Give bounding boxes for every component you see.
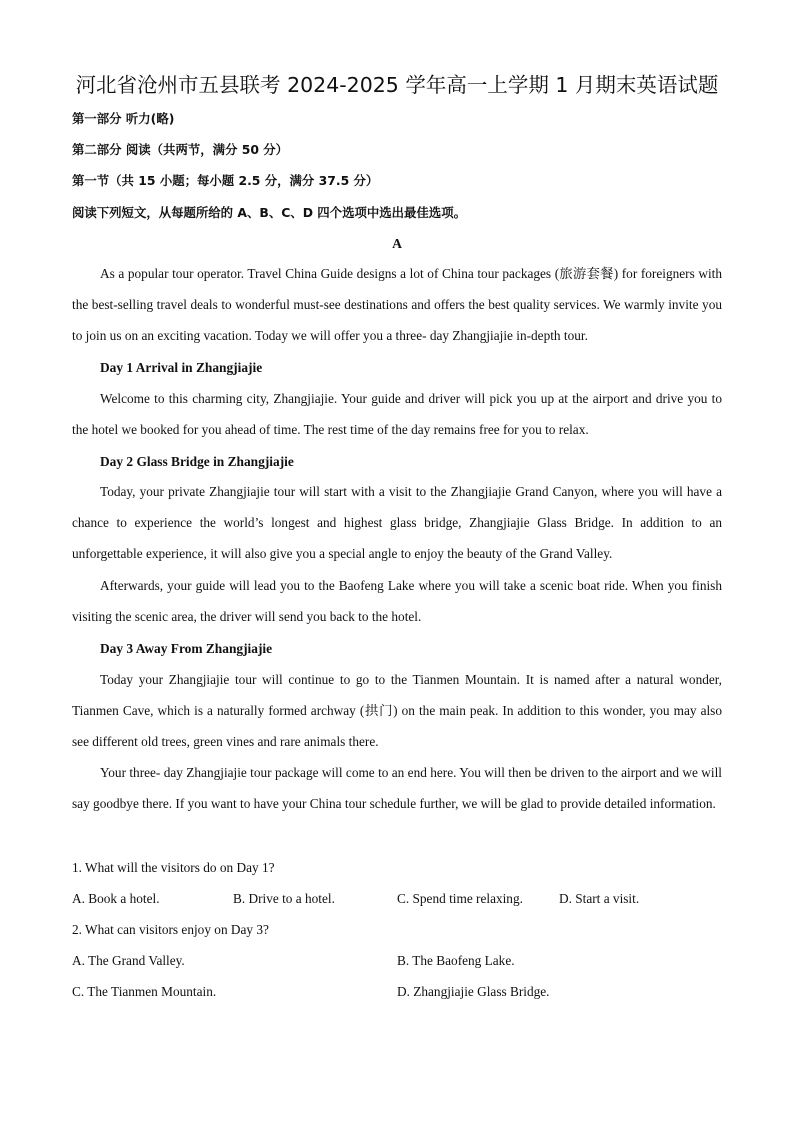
part1-header: 第一部分 听力(略) bbox=[72, 111, 175, 126]
q2-option-d: D. Zhangjiajie Glass Bridge. bbox=[397, 984, 550, 999]
q2-option-c: C. The Tianmen Mountain. bbox=[72, 984, 217, 999]
q2-option-b: B. The Baofeng Lake. bbox=[397, 953, 515, 968]
q1-option-b: B. Drive to a hotel. bbox=[233, 891, 335, 906]
day3-text-1: Today your Zhangjiajie tour will continue to go to the Tianmen Mountain. It is named after a natural wonder, Tianmen Cave, which is a naturally formed archway (拱门) on the main peak. In addition to this wonder, you may also see different old trees, green vines and rare animals there. bbox=[72, 672, 722, 750]
day1-text: Welcome to this charming city, Zhangjiajie. Your guide and driver will pick you up at the airport and drive you to the hotel we booked for you ahead of time. The rest time of the day remains free for you to relax. bbox=[72, 391, 722, 438]
q1-option-d: D. Start a visit. bbox=[559, 891, 640, 906]
part2-header: 第二部分 阅读（共两节，满分 50 分） bbox=[72, 142, 289, 157]
q1-option-c: C. Spend time relaxing. bbox=[397, 891, 523, 906]
q2-option-a: A. The Grand Valley. bbox=[72, 953, 185, 968]
day3-text-2: Your three- day Zhangjiajie tour package will come to an end here. You will then be driven to the airport and we will say goodbye there. If you want to have your China tour schedule further, we will be glad to provide detailed information. bbox=[72, 765, 722, 812]
day1-heading: Day 1 Arrival in Zhangjiajie bbox=[100, 360, 263, 375]
day2-text-2: Afterwards, your guide will lead you to the Baofeng Lake where you will take a scenic boat ride. When you finish visiting the scenic area, the driver will send you back to the hotel. bbox=[72, 578, 722, 625]
question-1-stem: 1. What will the visitors do on Day 1? bbox=[72, 860, 275, 875]
question-2-stem: 2. What can visitors enjoy on Day 3? bbox=[72, 922, 269, 937]
passage-letter: A bbox=[392, 236, 402, 251]
q1-option-a: A. Book a hotel. bbox=[72, 891, 160, 906]
page-title: 河北省沧州市五县联考 2024-2025 学年高一上学期 1 月期末英语试题 bbox=[75, 73, 719, 97]
day2-text-1: Today, your private Zhangjiajie tour will start with a visit to the Zhangjiajie Grand Canyon, where you will have a chance to experience the world’s longest and highest glass bridge, Zhangjiajie Glass Bridge. In addition to an unforgettable experience, it will also give you a special angle to enjoy the beauty of the Grand Valley. bbox=[72, 484, 722, 562]
day2-heading: Day 2 Glass Bridge in Zhangjiajie bbox=[100, 454, 294, 469]
day3-heading: Day 3 Away From Zhangjiajie bbox=[100, 641, 273, 656]
instruction-text: 阅读下列短文，从每题所给的 A、B、C、D 四个选项中选出最佳选项。 bbox=[72, 205, 466, 220]
section1-header: 第一节（共 15 小题；每小题 2.5 分，满分 37.5 分） bbox=[72, 173, 379, 188]
passage-intro: As a popular tour operator. Travel China Guide designs a lot of China tour packages (旅游套餐) for foreigners with the best-selling travel deals to wonderful must-see destinations and offers the best quality services. We warmly invite you to join us on an exciting vacation. Today we will offer you a three- day Zhangjiajie in-depth tour. bbox=[72, 266, 722, 344]
